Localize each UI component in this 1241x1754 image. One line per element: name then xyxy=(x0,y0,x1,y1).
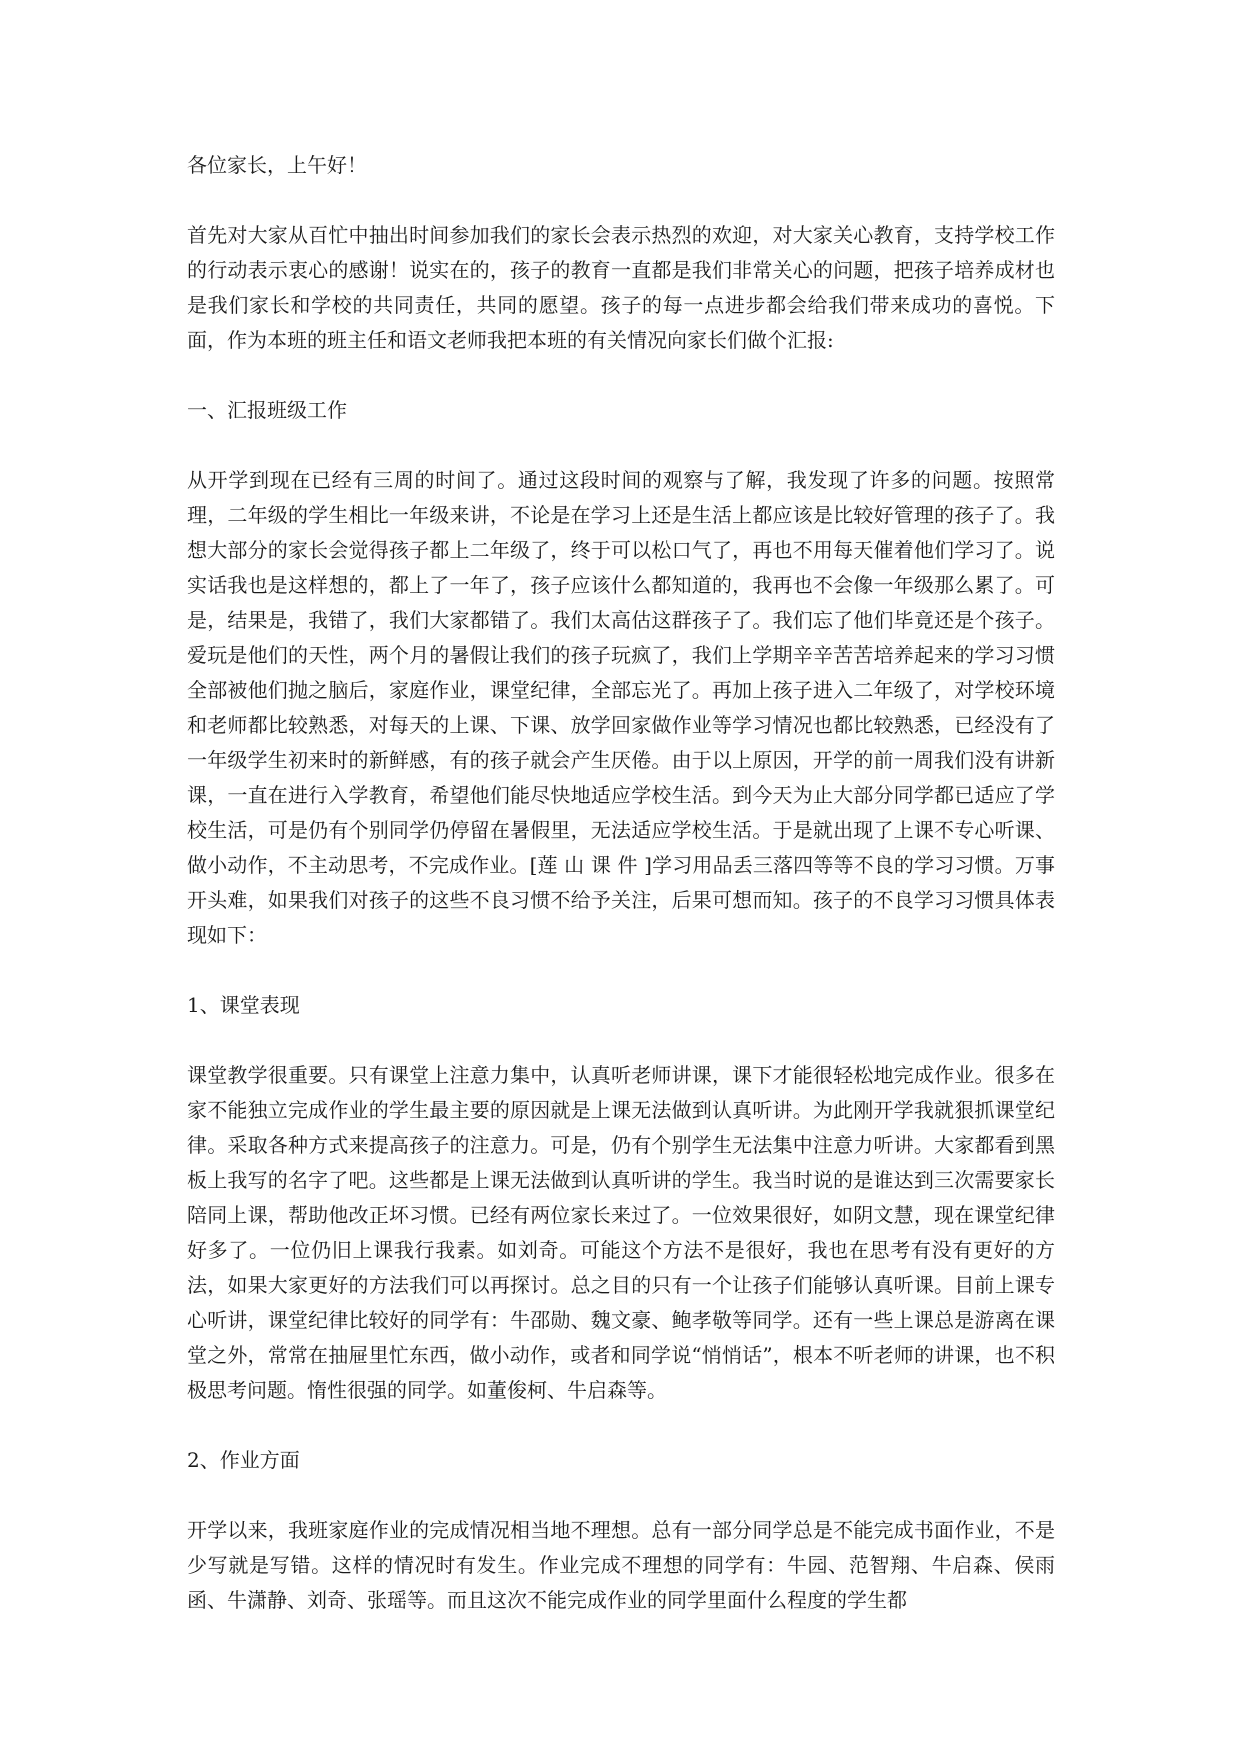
greeting: 各位家长，上午好！ xyxy=(187,153,367,177)
section-heading-class-work: 一、汇报班级工作 xyxy=(187,398,347,422)
subsection-heading-classroom: 1、课堂表现 xyxy=(187,993,300,1017)
subsection-heading-homework: 2、作业方面 xyxy=(187,1448,300,1472)
subsection-body-classroom: 课堂教学很重要。只有课堂上注意力集中，认真听老师讲课，课下才能很轻松地完成作业。很多在家不能独立完成作业的学生最主要的原因就是上课无法做到认真听讲。为此刚开学我就狠抓课堂纪律。采取各种方式来提高孩子的注意力。可是，仍有个别学生无法集中注意力听讲。大家都看到黑板上我写的名字了吧。这些都是上课无法做到认真听讲的学生。我当时说的是谁达到三次需要家长陪同上课，帮助他改正坏习惯。已经有两位家长来过了。一位效果很好，如阴文慧，现在课堂纪律好多了。一位仍旧上课我行我素。如刘奇。可能这个方法不是很好，我也在思考有没有更好的方法，如果大家更好的方法我们可以再探讨。总之目的只有一个让孩子们能够认真听课。目前上课专心听讲，课堂纪律比较好的同学有：牛邵勋、魏文豪、鲍孝敬等同学。还有一些上课总是游离在课堂之外，常常在抽屉里忙东西，做小动作，或者和同学说“悄悄话”，根本不听老师的讲课，也不积极思考问题。惰性很强的同学。如董俊柯、牛启森等。 xyxy=(187,1063,1055,1402)
subsection-body-homework: 开学以来，我班家庭作业的完成情况相当地不理想。总有一部分同学总是不能完成书面作业，不是少写就是写错。这样的情况时有发生。作业完成不理想的同学有：牛园、范智翔、牛启森、侯雨函、牛潇静、刘奇、张瑶等。而且这次不能完成作业的同学里面什么程度的学生都 xyxy=(187,1518,1055,1612)
section-body-class-work: 从开学到现在已经有三周的时间了。通过这段时间的观察与了解，我发现了许多的问题。按照常理，二年级的学生相比一年级来讲，不论是在学习上还是生活上都应该是比较好管理的孩子了。我想大部分的家长会觉得孩子都上二年级了，终于可以松口气了，再也不用每天催着他们学习了。说实话我也是这样想的，都上了一年了，孩子应该什么都知道的，我再也不会像一年级那么累了。可是，结果是，我错了，我们大家都错了。我们太高估这群孩子了。我们忘了他们毕竟还是个孩子。爱玩是他们的天性，两个月的暑假让我们的孩子玩疯了，我们上学期辛辛苦苦培养起来的学习习惯全部被他们抛之脑后，家庭作业，课堂纪律，全部忘光了。再加上孩子进入二年级了，对学校环境和老师都比较熟悉，对每天的上课、下课、放学回家做作业等学习情况也都比较熟悉，已经没有了一年级学生初来时的新鲜感，有的孩子就会产生厌倦。由于以上原因，开学的前一周我们没有讲新课，一直在进行入学教育，希望他们能尽快地适应学校生活。到今天为止大部分同学都已适应了学校生活，可是仍有个别同学仍停留在暑假里，无法适应学校生活。于是就出现了上课不专心听课、做小动作，不主动思考，不完成作业。[莲 山 课 件 ]学习用品丢三落四等等不良的学习习惯。万事开头难，如果我们对孩子的这些不良习惯不给予关注，后果可想而知。孩子的不良学习习惯具体表现如下： xyxy=(187,468,1055,947)
document-page xyxy=(187,148,1055,1653)
intro-paragraph: 首先对大家从百忙中抽出时间参加我们的家长会表示热烈的欢迎，对大家关心教育，支持学校工作的行动表示衷心的感谢！说实在的，孩子的教育一直都是我们非常关心的问题，把孩子培养成材也是我们家长和学校的共同责任，共同的愿望。孩子的每一点进步都会给我们带来成功的喜悦。下面，作为本班的班主任和语文老师我把本班的有关情况向家长们做个汇报: xyxy=(187,223,1055,352)
